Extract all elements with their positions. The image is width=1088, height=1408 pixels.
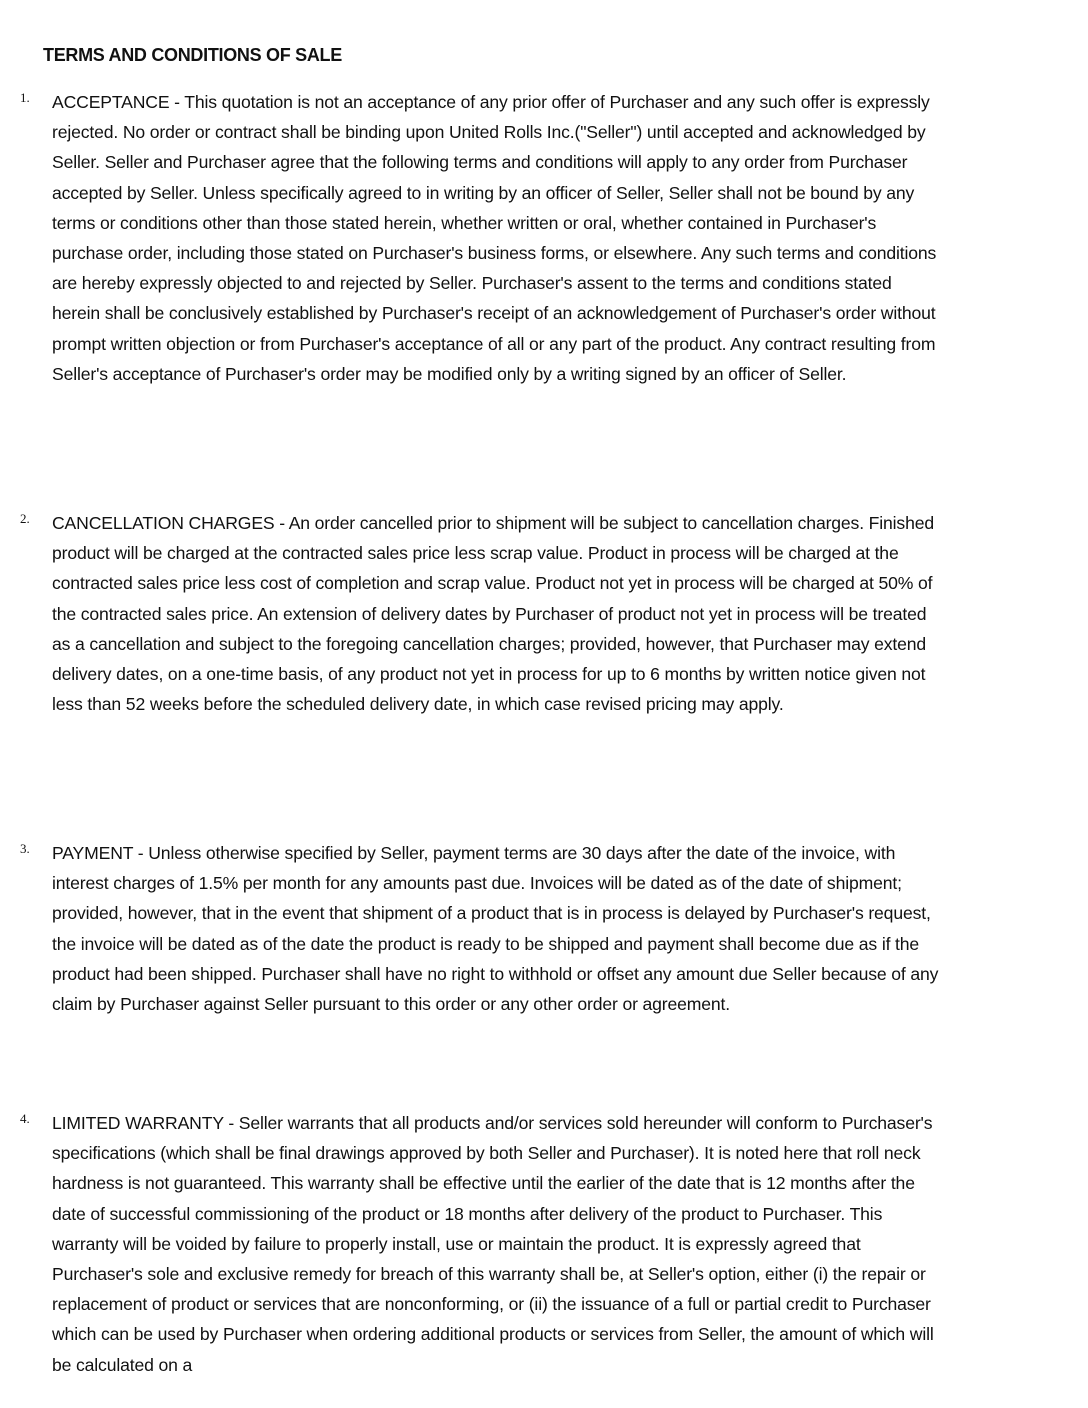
clause-text: ACCEPTANCE - This quotation is not an acceptance of any prior offer of Purchaser and any such offer is expressly rejected. No order or contract shall be binding upon United Rolls Inc.("Seller") until accepted and acknowledged by Seller. Seller and Purchaser agree that the following terms and conditions will apply to any order from Purchaser accepted by Seller. Unless specifically agreed to in writing by an officer of Seller, Seller shall not be bound by any terms or conditions other than those stated herein, whether written or oral, whether contained in Purchaser's purchase order, including those stated on Purchaser's business forms, or elsewhere. Any such terms and conditions are hereby expressly objected to and rejected by Seller. Purchaser's assent to the terms and conditions stated herein shall be conclusively established by Purchaser's receipt of an acknowledgement of Purchaser's order without prompt written objection or from Purchaser's acceptance of all or any part of the product. Any contract resulting from Seller's acceptance of Purchaser's order may be modified only by a writing signed by an officer of Seller. [52, 92, 937, 384]
clause-number: 3. [20, 841, 30, 856]
clause-number: 4. [20, 1111, 30, 1126]
clause-text: PAYMENT - Unless otherwise specified by Seller, payment terms are 30 days after the date of the invoice, with interest charges of 1.5% per month for any amounts past due. Invoices will be dated as of the date of shipment; provided, however, that in the event that shipment of a product that is in process is delayed by Purchaser's request, the invoice will be dated as of the date the product is ready to be shipped and payment shall become due as if the product had been shipped. Purchaser shall have no right to withhold or offset any amount due Seller because of any claim by Purchaser against Seller pursuant to this order or any other order or agreement. [52, 843, 939, 1015]
clause-number: 1. [20, 90, 30, 105]
page-title: TERMS AND CONDITIONS OF SALE [43, 45, 342, 65]
clause-number: 2. [20, 511, 30, 526]
clause-text: LIMITED WARRANTY - Seller warrants that all products and/or services sold hereunder will conform to Purchaser's specifications (which shall be final drawings approved by both Seller and Purchaser). It is noted here that roll neck hardness is not guaranteed. This warranty shall be effective until the earlier of the date that is 12 months after the date of successful commissioning of the product or 18 months after delivery of the product to Purchaser. This warranty will be voided by failure to properly install, use or maintain the product. It is expressly agreed that Purchaser's sole and exclusive remedy for breach of this warranty shall be, at Seller's option, either (i) the repair or replacement of product or services that are nonconforming, or (ii) the issuance of a full or partial credit to Purchaser which can be used by Purchaser when ordering additional products or services from Seller, the amount of which will be calculated on a [52, 1113, 934, 1375]
clause-text: CANCELLATION CHARGES - An order cancelled prior to shipment will be subject to cancellation charges. Finished product will be charged at the contracted sales price less scrap value. Product in process will be charged at the contracted sales price less cost of completion and scrap value. Product not yet in process will be charged at 50% of the contracted sales price. An extension of delivery dates by Purchaser of product not yet in process will be treated as a cancellation and subject to the foregoing cancellation charges; provided, however, that Purchaser may extend delivery dates, on a one-time basis, of any product not yet in process for up to 6 months by written notice given not less than 52 weeks before the scheduled delivery date, in which case revised pricing may apply. [52, 513, 934, 715]
